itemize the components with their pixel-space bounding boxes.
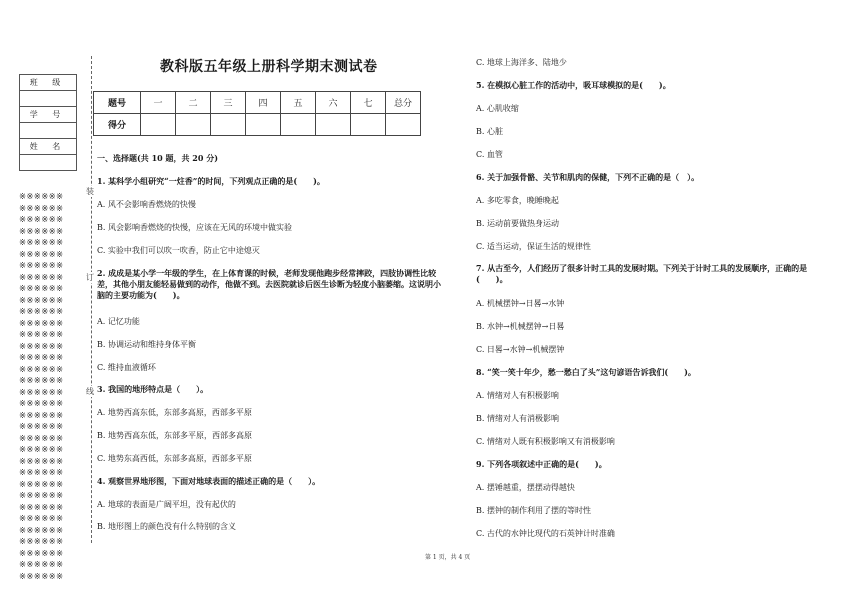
class-label: 班 级 bbox=[20, 75, 77, 91]
question-8: 8. “笑一笑十年少，愁一愁白了头”这句谚语告诉我们( )。 bbox=[476, 367, 696, 377]
section-heading: 一、选择题(共 10 题，共 20 分) bbox=[97, 153, 218, 163]
page-title: 教科版五年级上册科学期末测试卷 bbox=[160, 59, 378, 75]
score-header-cell: 七 bbox=[351, 92, 386, 114]
student-info-table bbox=[19, 74, 77, 171]
star-row: ※※※※※※ bbox=[19, 445, 64, 455]
score-header-cell: 题号 bbox=[94, 92, 141, 114]
star-row: ※※※※※※ bbox=[19, 341, 64, 352]
star-row: ※※※※※※ bbox=[19, 376, 64, 386]
page-footer: 第 1 页，共 4 页 bbox=[425, 554, 471, 561]
score-table bbox=[93, 91, 421, 136]
star-row: ※※※※※※ bbox=[19, 468, 64, 478]
star-row: ※※※※※※ bbox=[19, 330, 64, 340]
star-row: ※※※※※※ bbox=[19, 318, 64, 329]
score-cell[interactable] bbox=[246, 114, 281, 136]
q3-option-c: C. 地势东高西低，东部多高原，西部多平原 bbox=[97, 454, 252, 463]
question-7: 7. 从古至今，人们经历了很多计时工具的发展时期。下列关于计时工具的发展顺序，正确的是( )。 bbox=[476, 263, 808, 284]
star-row: ※※※※※※ bbox=[19, 537, 64, 547]
score-cell[interactable] bbox=[386, 114, 421, 136]
score-cell[interactable] bbox=[316, 114, 351, 136]
star-row: ※※※※※※ bbox=[19, 261, 64, 271]
student-number-label: 学 号 bbox=[20, 107, 77, 123]
score-cell[interactable] bbox=[176, 114, 211, 136]
student-number-field[interactable] bbox=[20, 123, 77, 139]
name-field[interactable] bbox=[20, 155, 77, 171]
score-row-label: 得分 bbox=[94, 114, 141, 136]
binding-mark-ding: 订 bbox=[86, 273, 94, 282]
q4-option-b: B. 地形图上的颜色没有什么特别的含义 bbox=[97, 522, 236, 531]
star-row: ※※※※※※ bbox=[19, 548, 64, 559]
q8-option-c: C. 情绪对人既有积极影响又有消极影响 bbox=[476, 437, 615, 446]
binding-mark-zhuang: 装 bbox=[86, 187, 94, 196]
q2-option-b: B. 协调运动和维持身体平衡 bbox=[97, 340, 196, 349]
question-2: 2. 成成是某小学一年级的学生，在上体育课的时候，老师发现他跑步经常摔跤，四肢协调性比较差，其他小朋友能轻易做到的动作，他做不到。去医院就诊后医生诊断为轻度小脑萎缩。这说明小脑的主要功能为( )。 bbox=[97, 268, 441, 300]
star-row: ※※※※※※ bbox=[19, 399, 64, 409]
q8-option-a: A. 情绪对人有积极影响 bbox=[476, 391, 559, 400]
binding-dashed-line bbox=[91, 56, 92, 543]
star-row: ※※※※※※ bbox=[19, 307, 64, 317]
q8-option-b: B. 情绪对人有消极影响 bbox=[476, 414, 559, 423]
q3-option-b: B. 地势西高东低，东部多平原，西部多高原 bbox=[97, 431, 252, 440]
name-label: 姓 名 bbox=[20, 139, 77, 155]
question-9: 9. 下列各项叙述中正确的是( )。 bbox=[476, 459, 607, 469]
star-row: ※※※※※※ bbox=[19, 226, 64, 237]
score-cell[interactable] bbox=[141, 114, 176, 136]
binding-mark-xian: 线 bbox=[86, 387, 94, 396]
question-6: 6. 关于加强骨骼、关节和肌肉的保健，下列不正确的是（ ）。 bbox=[476, 172, 700, 182]
star-row: ※※※※※※ bbox=[19, 295, 64, 306]
q1-option-b: B. 风会影响香燃烧的快慢，应该在无风的环境中做实验 bbox=[97, 223, 292, 232]
score-header-cell: 五 bbox=[281, 92, 316, 114]
star-row: ※※※※※※ bbox=[19, 571, 64, 582]
q7-option-c: C. 日晷→水钟→机械摆钟 bbox=[476, 345, 565, 354]
star-row: ※※※※※※ bbox=[19, 272, 64, 283]
star-row: ※※※※※※ bbox=[19, 433, 64, 444]
q7-option-a: A. 机械摆钟→日晷→水钟 bbox=[476, 299, 565, 308]
binding-star-pattern bbox=[19, 192, 79, 582]
score-header-cell: 一 bbox=[141, 92, 176, 114]
class-field[interactable] bbox=[20, 91, 77, 107]
star-row: ※※※※※※ bbox=[19, 525, 64, 536]
star-row: ※※※※※※ bbox=[19, 203, 64, 214]
q4-option-c: C. 地球上海洋多、陆地少 bbox=[476, 58, 567, 67]
q2-option-a: A. 记忆功能 bbox=[97, 317, 140, 326]
score-header-cell: 二 bbox=[176, 92, 211, 114]
star-row: ※※※※※※ bbox=[19, 502, 64, 513]
score-header-cell: 四 bbox=[246, 92, 281, 114]
star-row: ※※※※※※ bbox=[19, 422, 64, 432]
q6-option-b: B. 运动前要做热身运动 bbox=[476, 219, 559, 228]
score-cell[interactable] bbox=[351, 114, 386, 136]
score-cell[interactable] bbox=[281, 114, 316, 136]
star-row: ※※※※※※ bbox=[19, 560, 64, 570]
star-row: ※※※※※※ bbox=[19, 479, 64, 490]
question-3: 3. 我国的地形特点是（ ）。 bbox=[97, 384, 209, 394]
score-header-cell: 六 bbox=[316, 92, 351, 114]
q1-option-c: C. 实验中我们可以吹一吹香，防止它中途熄灭 bbox=[97, 246, 260, 255]
q4-option-a: A. 地球的表面是广阔平坦，没有起伏的 bbox=[97, 500, 236, 509]
star-row: ※※※※※※ bbox=[19, 514, 64, 524]
star-row: ※※※※※※ bbox=[19, 238, 64, 248]
star-row: ※※※※※※ bbox=[19, 192, 64, 202]
question-1: 1. 某科学小组研究“一炷香”的时间，下列观点正确的是( )。 bbox=[97, 176, 325, 186]
q3-option-a: A. 地势西高东低，东部多高原，西部多平原 bbox=[97, 408, 252, 417]
star-row: ※※※※※※ bbox=[19, 410, 64, 421]
star-row: ※※※※※※ bbox=[19, 284, 64, 294]
q5-option-a: A. 心肌收缩 bbox=[476, 104, 519, 113]
star-row: ※※※※※※ bbox=[19, 215, 64, 225]
star-row: ※※※※※※ bbox=[19, 456, 64, 467]
score-cell[interactable] bbox=[211, 114, 246, 136]
q5-option-c: C. 血管 bbox=[476, 150, 503, 159]
q9-option-b: B. 摆钟的制作利用了摆的等时性 bbox=[476, 506, 591, 515]
star-row: ※※※※※※ bbox=[19, 387, 64, 398]
q7-option-b: B. 水钟→机械摆钟→日晷 bbox=[476, 322, 565, 331]
q9-option-c: C. 古代的水钟比现代的石英钟计时准确 bbox=[476, 529, 615, 538]
star-row: ※※※※※※ bbox=[19, 364, 64, 375]
score-header-cell: 三 bbox=[211, 92, 246, 114]
question-4: 4. 观察世界地形图，下面对地球表面的描述正确的是（ ）。 bbox=[97, 476, 321, 486]
q2-option-c: C. 维持血液循环 bbox=[97, 363, 156, 372]
q9-option-a: A. 摆锤越重，摆摆动得越快 bbox=[476, 483, 575, 492]
star-row: ※※※※※※ bbox=[19, 353, 64, 363]
star-row: ※※※※※※ bbox=[19, 249, 64, 260]
question-5: 5. 在模拟心脏工作的活动中，吸耳球模拟的是( )。 bbox=[476, 80, 671, 90]
q6-option-c: C. 适当运动，保证生活的规律性 bbox=[476, 242, 591, 251]
q1-option-a: A. 风不会影响香燃烧的快慢 bbox=[97, 200, 196, 209]
q5-option-b: B. 心脏 bbox=[476, 127, 503, 136]
star-row: ※※※※※※ bbox=[19, 491, 64, 501]
score-header-cell: 总分 bbox=[386, 92, 421, 114]
q6-option-a: A. 多吃零食，晚睡晚起 bbox=[476, 196, 559, 205]
